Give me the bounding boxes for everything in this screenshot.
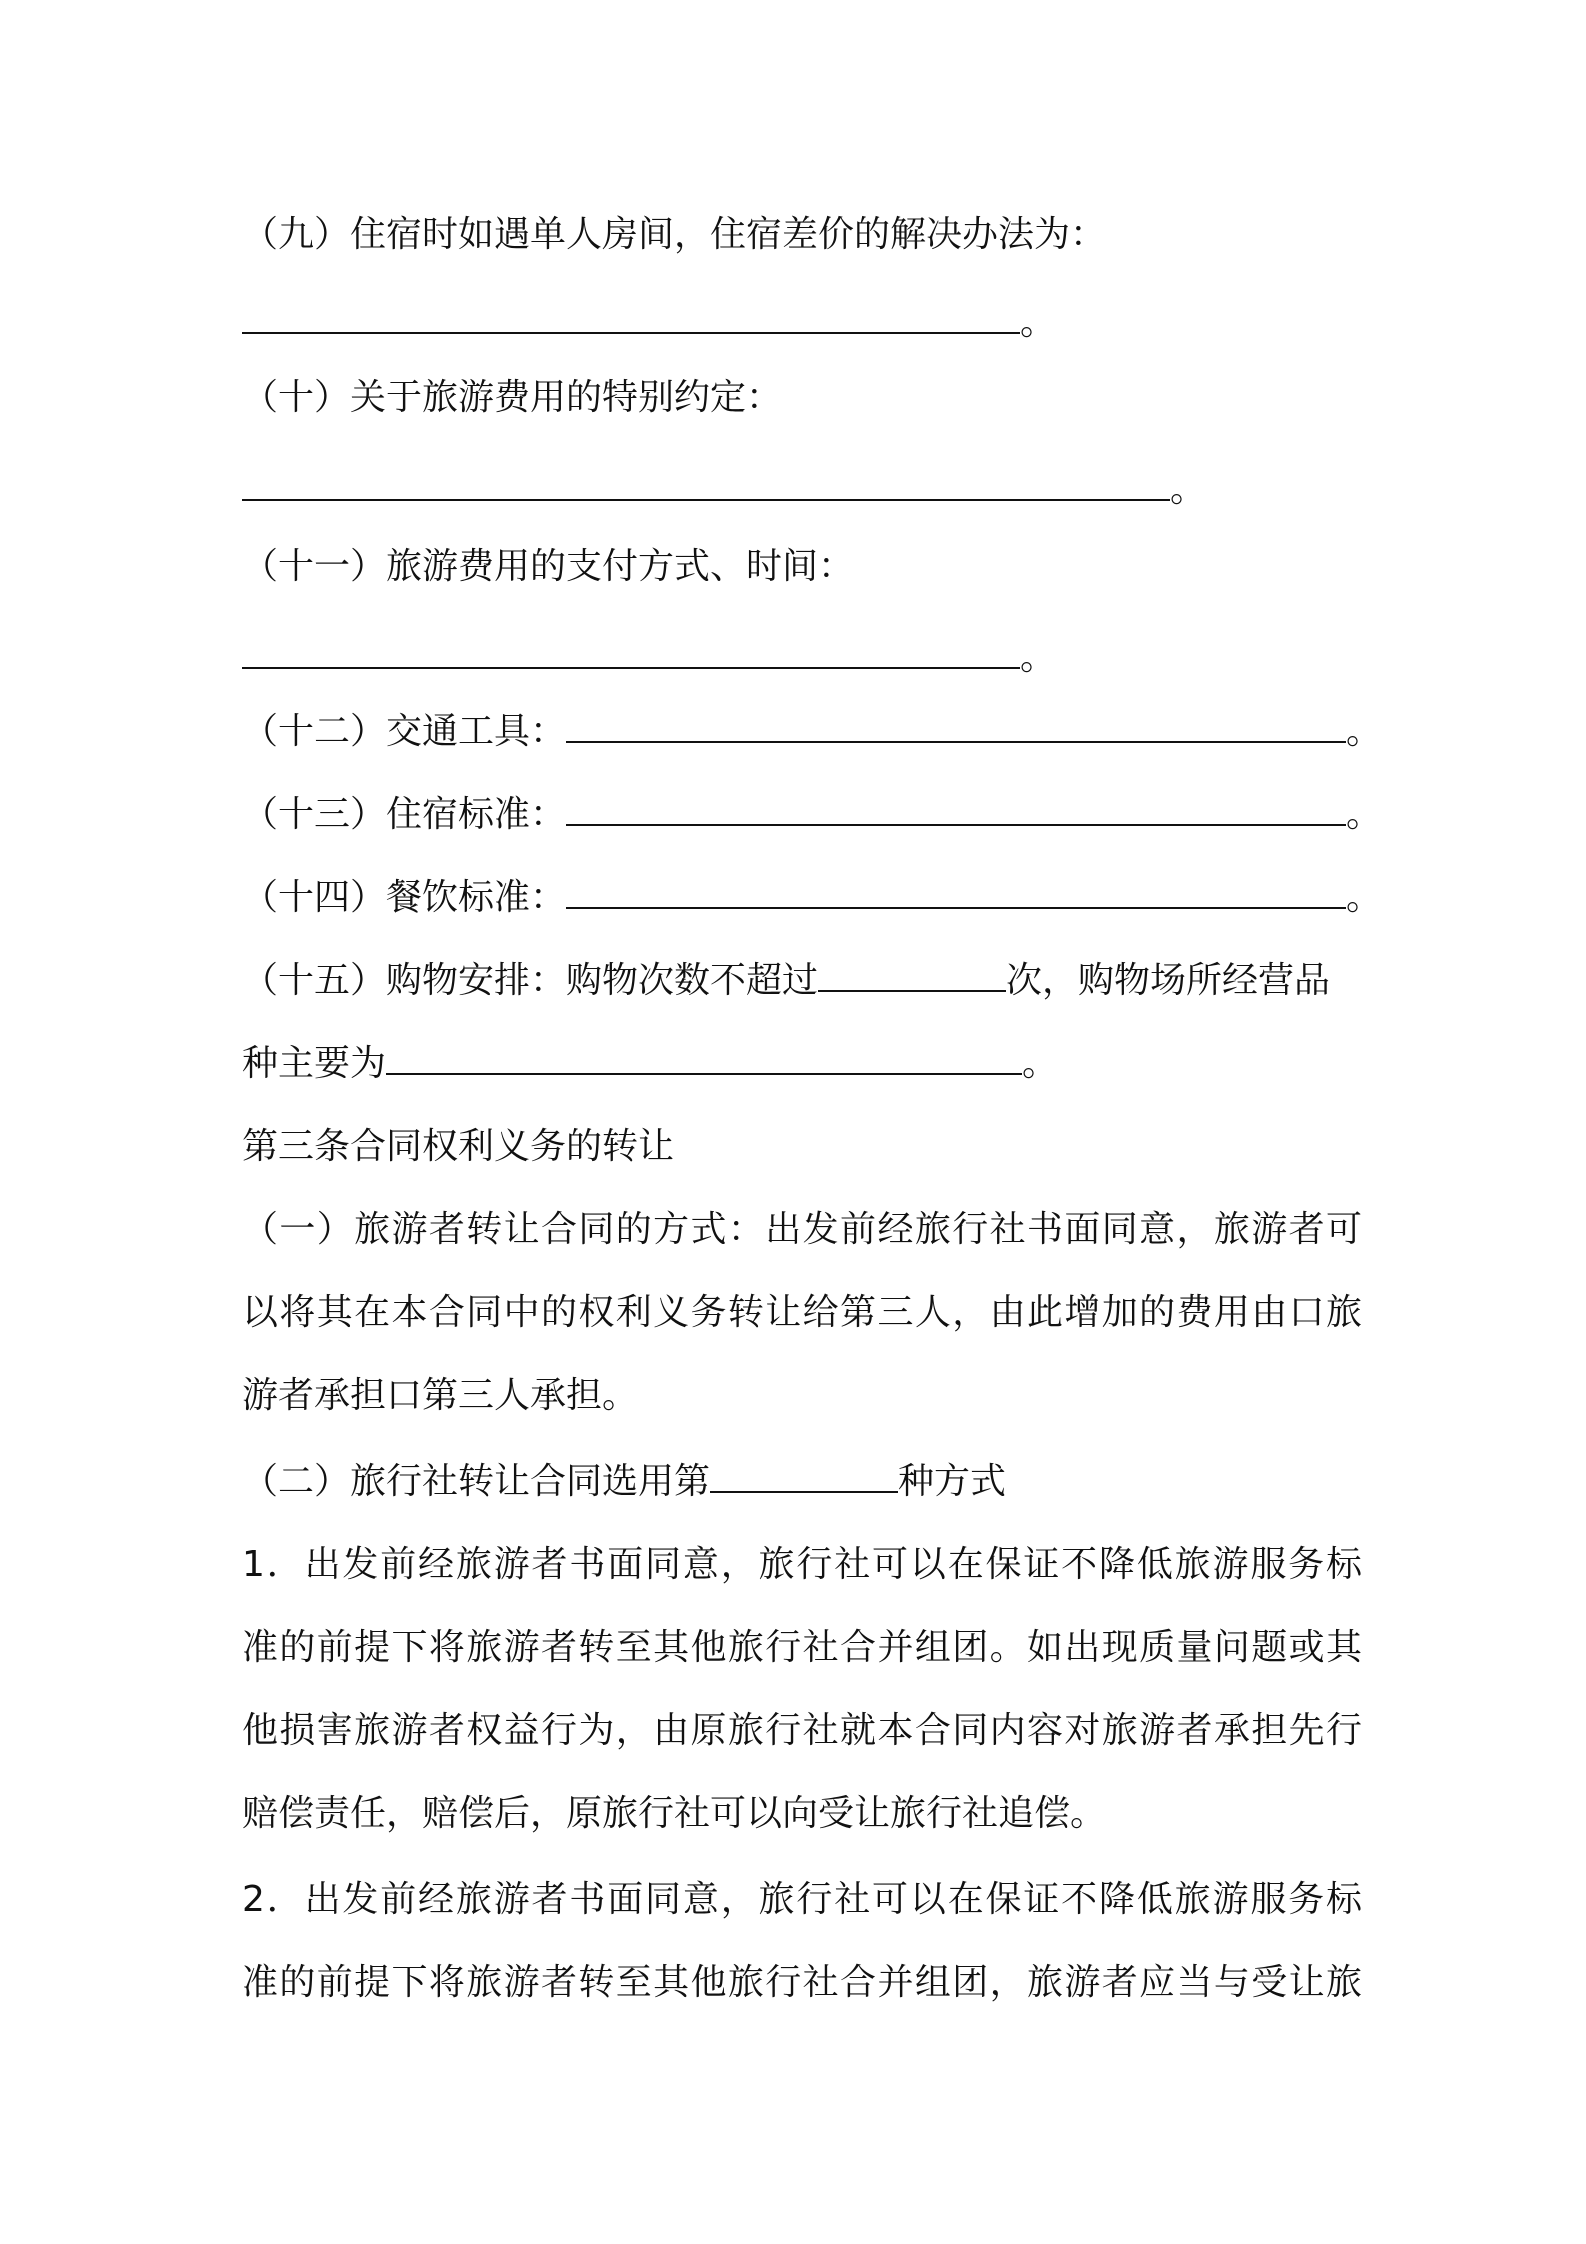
article-3-heading: 第三条合同权利义务的转让 [242, 1126, 675, 1167]
clause-13-accommodation: （十三）住宿标准： 。 [242, 790, 1362, 840]
paragraph-line: 准的前提下将旅游者转至其他旅行社合并组团，旅游者应当与受让旅 [242, 1962, 1362, 2003]
fill-in-blank[interactable] [566, 707, 1346, 743]
clause-11-heading: （十一）旅游费用的支付方式、时间： [242, 546, 855, 587]
transfer-option-line: （二）旅行社转让合同选用第 种方式 [242, 1457, 1362, 1507]
clause-11-blank-line: 。 [242, 633, 1362, 683]
clause-10-blank-line: 。 [242, 465, 1362, 515]
paragraph-line: 以将其在本合同中的权利义务转让给第三人，由此增加的费用由口旅 [242, 1292, 1362, 1333]
clause-9-heading: （九）住宿时如遇单人房间，住宿差价的解决办法为： [242, 214, 1107, 255]
clause-15-shopping-cont: 种主要为 。 [242, 1039, 1362, 1089]
clause-14-catering: （十四）餐饮标准： 。 [242, 873, 1362, 923]
paragraph-line: 游者承担口第三人承担。 [242, 1375, 639, 1416]
fill-in-blank[interactable] [242, 465, 1170, 501]
fill-in-blank[interactable] [242, 298, 1020, 334]
fill-in-blank[interactable] [566, 873, 1346, 909]
paragraph-line: （一）旅游者转让合同的方式：出发前经旅行社书面同意，旅游者可 [242, 1209, 1362, 1250]
fill-in-blank[interactable] [710, 1457, 898, 1493]
fill-in-blank[interactable] [242, 633, 1020, 669]
paragraph-line: 2．出发前经旅游者书面同意，旅行社可以在保证不降低旅游服务标 [242, 1879, 1362, 1920]
paragraph-line: 1．出发前经旅游者书面同意，旅行社可以在保证不降低旅游服务标 [242, 1544, 1362, 1585]
clause-9-blank-line: 。 [242, 298, 1362, 348]
paragraph-line: 准的前提下将旅游者转至其他旅行社合并组团。如出现质量问题或其 [242, 1627, 1362, 1668]
fill-in-blank[interactable] [566, 790, 1346, 826]
fill-in-blank[interactable] [386, 1039, 1022, 1075]
clause-10-heading: （十）关于旅游费用的特别约定： [242, 377, 783, 418]
paragraph-line: 他损害旅游者权益行为，由原旅行社就本合同内容对旅游者承担先行 [242, 1710, 1362, 1751]
paragraph-line: 赔偿责任，赔偿后，原旅行社可以向受让旅行社追偿。 [242, 1793, 1107, 1834]
clause-12-transport: （十二）交通工具： 。 [242, 707, 1362, 757]
clause-15-shopping: （十五）购物安排：购物次数不超过 次，购物场所经营品 [242, 956, 1362, 1006]
fill-in-blank[interactable] [818, 956, 1006, 992]
